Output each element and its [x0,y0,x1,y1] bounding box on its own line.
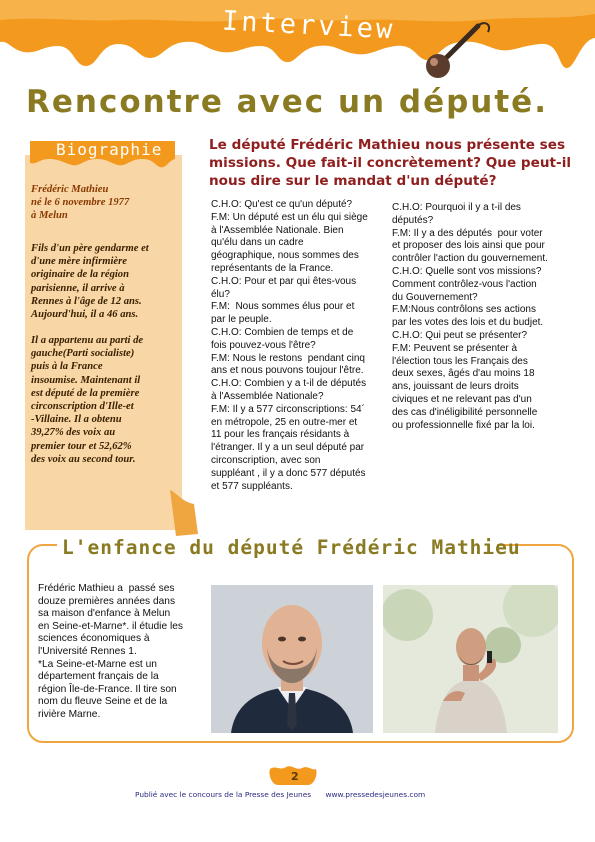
childhood-line: département français de la [38,671,159,683]
interview-line: Comment contrôlez-vous l'action [392,278,537,290]
bio-line: Fils d'un père gendarme et [31,243,149,254]
bio-line: insoumise. Maintenant il [31,374,141,386]
bio-line: parisienne, il arrive à [31,282,125,294]
bio-line: originaire de la région [31,269,129,281]
bio-line: premier tour et 52,62% [31,440,132,452]
childhood-line: en Seine-et-Marne*. il étudie les [38,620,183,632]
biography-paragraph-family [31,242,179,321]
bio-line: est député de la première [31,387,140,399]
interview-line: en métropole, 25 en outre-mer et [211,416,358,428]
interview-line: suppléant , il y a donc 577 députés [211,467,366,479]
bio-line: circonscription d'Ille-et [31,401,134,413]
interview-line: C.H.O: Combien y a t-il de députés [211,378,367,390]
deputy-speaking-photo [383,585,558,733]
footer [135,790,475,799]
interview-line: élu? [211,288,230,300]
childhood-line: sa maison d'enfance à Melun [38,608,171,620]
childhood-line: sciences économiques à [38,633,150,645]
childhood-line: douze premières années dans [38,595,176,607]
bio-line: gauche(Parti socialiste) [31,348,135,360]
footer-url-link[interactable]: www.pressedesjeunes.com [325,790,426,799]
interview-line: par les votes des lois et du budjet. [392,317,544,329]
interview-banner-title: Interview [221,5,397,46]
bio-line: Il a appartenu au parti de [31,335,144,346]
biography-label: Biographie [56,140,163,159]
interview-line: l'élection tous les Français des [392,355,528,367]
interview-line: contrôler l'action du gouvernement. [392,253,548,265]
interview-line: civiques et ne relevant pas d'un [392,393,532,405]
interview-line: F.M: Nous le restons pendant cinq [211,352,365,364]
interview-line: F.M: Il y a des députés pour voter [392,227,543,239]
interview-intro: Le député Frédéric Mathieu nous présente ses missions. Que fait-il concrètement? Que peut-il nous dire sur le mandat d'un député? [209,137,572,189]
childhood-line: l'Université Rennes 1. [38,645,137,657]
interview-line: 11 pour les français résidants à [211,429,350,441]
interview-line: F.M:Nous contrôlons ses actions [392,304,536,316]
page-headline: Rencontre avec un député. [26,84,548,120]
interview-line: F.M: Un député est un élu qui siège [211,211,368,223]
page-number: 2 [291,770,299,783]
bio-line: Rennes à l'âge de 12 ans. [31,295,142,307]
interview-line: F.M: Il y a 577 circonscriptions: 54´ [211,403,365,415]
interview-line: qu'élu dans un cadre [211,237,304,249]
interview-line: l'étranger. Il y a un seul député par [211,442,365,454]
childhood-text [38,583,206,722]
interview-line: députés? [392,214,434,226]
interview-line: C.H.O: Qu'est ce qu'un député? [211,199,353,210]
deputy-portrait-photo [211,585,373,733]
childhood-line: rivière Marne. [38,708,101,720]
biography-name-block [31,183,179,223]
interview-line: C.H.O: Pour et par qui êtes-vous [211,275,357,287]
bio-birthplace-line: à Melun [31,210,68,222]
interview-line: et proposer des lois ainsi que pour [392,240,545,252]
bio-line: des voix au second tour. [31,453,136,465]
interview-column-left [211,199,389,493]
microphone-icon [418,16,498,82]
interview-line: ans et nous pouvons toujour l'être. [211,365,364,377]
interview-line: fois pouvez-vous l'être? [211,339,316,351]
interview-line: à l'Assemblée Nationale. Bien [211,224,344,236]
interview-line: C.H.O: Qui peut se présenter? [392,329,528,341]
interview-line: C.H.O: Quelle sont vos missions? [392,265,542,277]
interview-line: représentants de la France. [211,262,334,274]
interview-line: C.H.O: Combien de temps et de [211,326,354,338]
interview-line: géographique, nous sommes des [211,250,359,262]
interview-line: F.M: Peuvent se présenter à [392,342,518,354]
interview-line: par le peuple. [211,314,272,326]
bio-name-line: Frédéric Mathieu [31,184,109,195]
interview-line: F.M: Nous sommes élus pour et [211,301,355,313]
interview-line: ou professionnelle fixé par la loi. [392,419,535,431]
interview-line: deux sexes, âgés d'au moins 18 [392,368,535,380]
bio-line: -Villaine. Il a obtenu [31,414,122,426]
bio-birth-line: né le 6 novembre 1977 [31,197,130,209]
childhood-line: région Île-de-France. Il tire son [38,683,177,695]
interview-line: à l'Assemblée Nationale? [211,390,324,402]
footer-credit: Publié avec le concours de la Presse des Jeunes [135,790,312,799]
interview-line: circonscription, avec son [211,454,321,466]
biography-panel-fold [170,490,200,538]
interview-line: des cas d'inéligibilité personnelle [392,406,538,418]
interview-line: du Gouvernement? [392,291,478,303]
interview-line: ans, jouissant de leurs droits [392,381,519,393]
bio-line: Aujourd'hui, il a 46 ans. [31,309,139,321]
bio-line: d'une mère infirmière [31,256,127,268]
interview-column-right [392,202,578,432]
interview-line: C.H.O: Pourquoi il y a t-il des [392,202,521,213]
childhood-line: Frédéric Mathieu a passé ses [38,583,175,594]
childhood-title: L'enfance du député Frédéric Mathieu [62,536,521,559]
interview-line: et 577 suppléants. [211,480,293,492]
childhood-line: *La Seine-et-Marne est un [38,658,157,670]
bio-line: 39,27% des voix au [31,427,116,439]
bio-line: puis à la France [31,361,103,373]
biography-paragraph-politics [31,334,179,466]
childhood-line: nom du fleuve Seine et de la [38,696,168,708]
